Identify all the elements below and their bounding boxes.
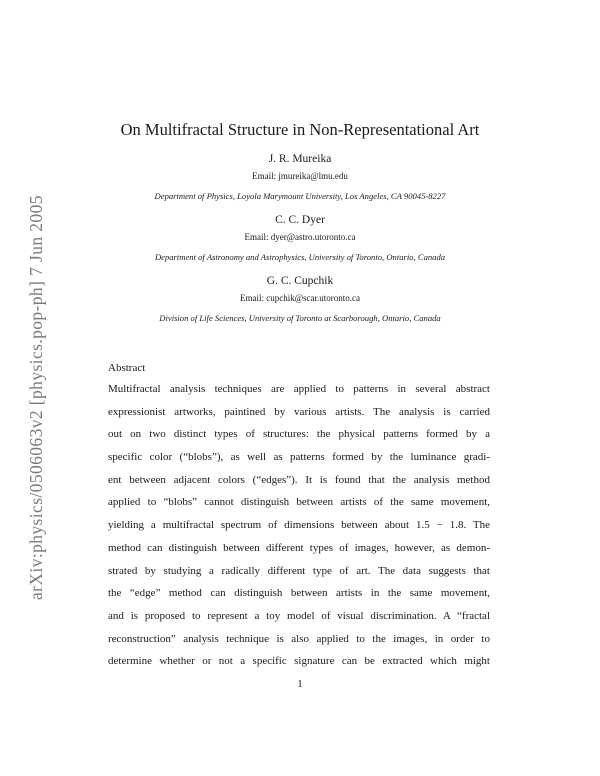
- author-affiliation: Division of Life Sciences, University of Toronto at Scarborough, Ontario, Canada: [159, 313, 441, 323]
- author-affiliation: Department of Astronomy and Astrophysics, University of Toronto, Ontario, Canada: [154, 252, 446, 262]
- author-block-1: [90, 153, 510, 201]
- author-email[interactable]: Email: jmureika@lmu.edu: [252, 171, 348, 181]
- author-name: C. C. Dyer: [275, 214, 325, 226]
- author-name: J. R. Mureika: [268, 153, 332, 165]
- abstract-line: ent between adjacent colors (“edges”). It is found that the analysis method: [108, 473, 490, 486]
- author-block-3: [90, 275, 510, 323]
- author-name: G. C. Cupchik: [266, 275, 334, 287]
- abstract-line: Multifractal analysis techniques are applied to patterns in several abstract: [108, 383, 490, 395]
- abstract-line: method can distinguish between different types of images, however, as demon-: [108, 541, 490, 554]
- abstract-line: determine whether or not a specific signature can be extracted which might: [108, 655, 490, 668]
- author-email[interactable]: Email: dyer@astro.utoronto.ca: [244, 232, 356, 242]
- abstract-line: reconstruction” analysis technique is also applied to the images, in order to: [108, 632, 490, 645]
- abstract-body: [108, 378, 490, 673]
- arxiv-identifier-stamp[interactable]: arXiv:physics/0506063v2 [physics.pop-ph] 7 Jun 2005: [26, 195, 46, 600]
- abstract-line: yielding a multifractal spectrum of dimensions between about 1.5 − 1.8. The: [108, 519, 490, 532]
- abstract-line: and is proposed to represent a toy model of visual discrimination. A “fractal: [108, 609, 490, 622]
- author-block-2: [90, 214, 510, 262]
- abstract-line: applied to “blobs” cannot distinguish between artists of the same movement,: [108, 496, 490, 509]
- author-email[interactable]: Email: cupchik@scar.utoronto.ca: [239, 293, 360, 303]
- abstract-line: specific color (“blobs”), as well as patterns formed by the luminance gradi-: [108, 451, 490, 464]
- abstract-heading: Abstract: [108, 362, 146, 374]
- abstract-line: the “edge” method can distinguish between artists in the same movement,: [108, 587, 490, 600]
- page-number: 1: [297, 678, 303, 690]
- abstract-line: expressionist artworks, paintined by various artists. The analysis is carried: [108, 405, 490, 418]
- abstract-line: strated by studying a radically different type of art. The data suggests that: [108, 564, 490, 577]
- author-affiliation: Department of Physics, Loyola Marymount University, Los Angeles, CA 90045-8227: [154, 191, 446, 201]
- abstract-line: out on two distinct types of structures: the physical patterns formed by a: [108, 428, 490, 441]
- paper-title: On Multifractal Structure in Non-Representational Art: [120, 120, 480, 139]
